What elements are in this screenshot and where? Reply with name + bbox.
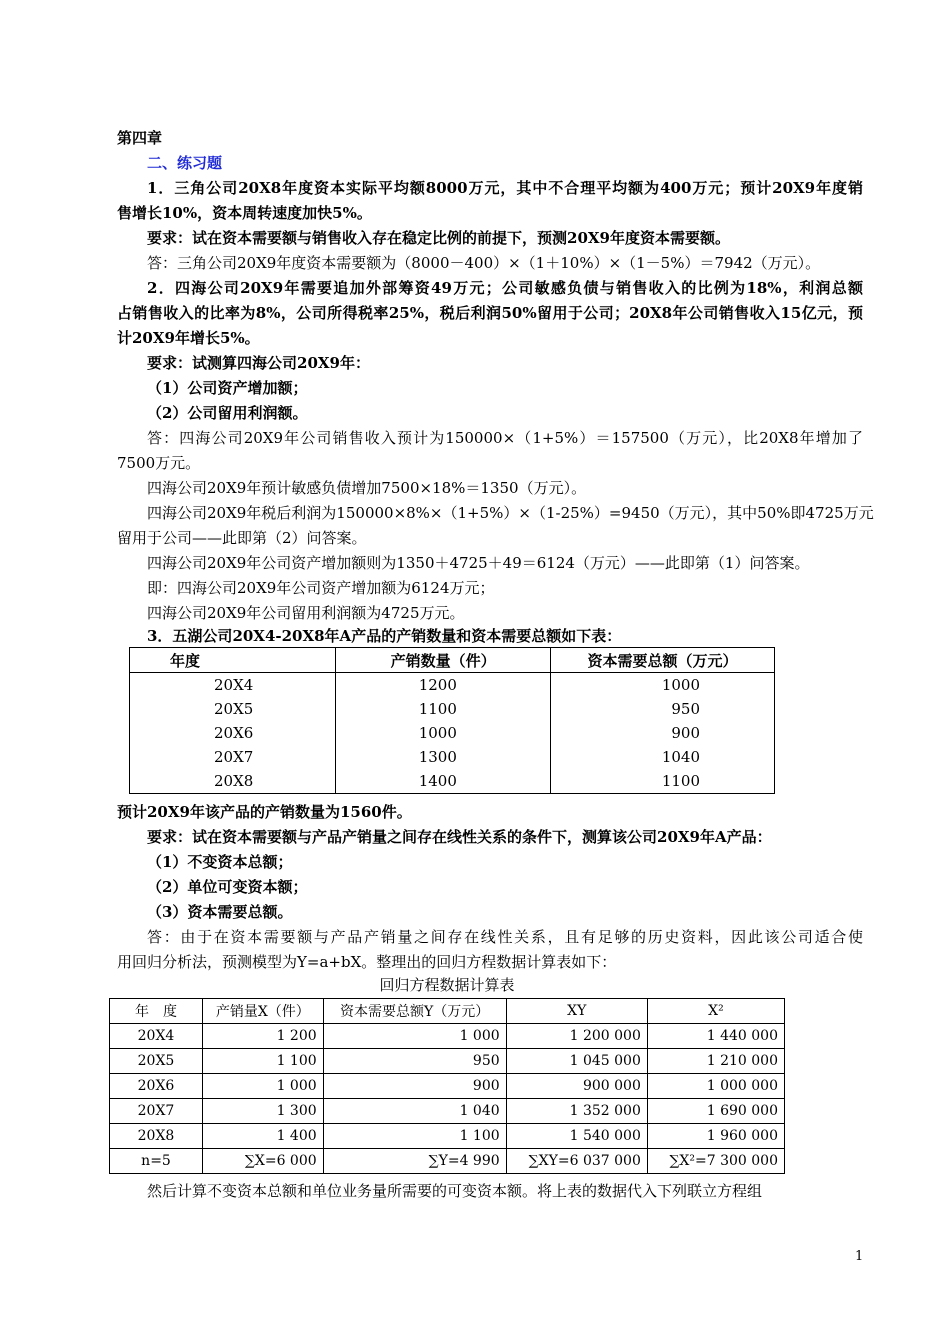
q3-req-2: （2）单位可变资本额； <box>147 878 308 896</box>
cell-xy: 1 045 000 <box>506 1049 647 1074</box>
cell-quantity: 1000 <box>336 721 550 745</box>
cell-capital: 1000 <box>550 673 774 698</box>
cell-x: 1 400 <box>203 1124 324 1149</box>
q2-answer-1a: 答：四海公司20X9年公司销售收入预计为150000×（1+5%）＝157500（万元），比20X8年增加了 <box>147 429 863 447</box>
q2-answer-5: 即：四海公司20X9年公司资产增加额为6124万元； <box>147 579 495 597</box>
table-row <box>130 697 775 721</box>
section-title: 二、练习题 <box>147 154 223 172</box>
cell-sum-y: ∑Y=4 990 <box>323 1149 506 1174</box>
chapter-title: 第四章 <box>117 129 163 147</box>
header-x-squared: X² <box>647 999 784 1024</box>
cell-capital: 900 <box>550 721 774 745</box>
q1-requirement: 要求：试在资本需要额与销售收入存在稳定比例的前提下，预测20X9年度资本需要额。 <box>147 229 730 247</box>
table-row <box>110 1099 785 1124</box>
q2-text-line2: 占销售收入的比率为8%，公司所得税率25%，税后利润50%留用于公司；20X8年公司销售收入15亿元，预 <box>117 304 863 322</box>
cell-year: 20X7 <box>130 745 336 769</box>
cell-quantity: 1300 <box>336 745 550 769</box>
table-row <box>110 1124 785 1149</box>
q2-req-2: （2）公司留用利润额。 <box>147 404 308 422</box>
cell-x-squared: 1 440 000 <box>647 1024 784 1049</box>
regression-table <box>109 998 785 1174</box>
cell-x: 1 100 <box>203 1049 324 1074</box>
cell-x-squared: 1 960 000 <box>647 1124 784 1149</box>
header-quantity: 产销数量（件） <box>336 648 550 673</box>
table-row <box>130 673 775 698</box>
q2-answer-6: 四海公司20X9年公司留用利润额为4725万元。 <box>147 604 465 622</box>
q3-answer-1: 答：由于在资本需要额与产品产销量之间存在线性关系，且有足够的历史资料，因此该公司适合使 <box>147 928 863 946</box>
table-row <box>130 721 775 745</box>
q2-answer-3b: 留用于公司——此即第（2）问答案。 <box>117 529 367 547</box>
q2-answer-4: 四海公司20X9年公司资产增加额则为1350＋4725＋49＝6124（万元）——此即第（1）问答案。 <box>147 554 810 572</box>
q2-requirement: 要求：试测算四海公司20X9年： <box>147 354 370 372</box>
header-capital: 资本需要总额（万元） <box>550 648 774 673</box>
table-row <box>110 1049 785 1074</box>
cell-year: 20X4 <box>130 673 336 698</box>
q2-text-line1: 2．四海公司20X9年需要追加外部筹资49万元；公司敏感负债与销售收入的比例为18%，利润总额 <box>147 279 863 297</box>
q3-after-text: 然后计算不变资本总额和单位业务量所需要的可变资本额。将上表的数据代入下列联立方程组 <box>147 1182 763 1200</box>
table-row <box>110 1074 785 1099</box>
cell-year: 20X7 <box>110 1099 203 1124</box>
cell-x: 1 000 <box>203 1074 324 1099</box>
cell-n: n=5 <box>110 1149 203 1174</box>
cell-sum-x: ∑X=6 000 <box>203 1149 324 1174</box>
cell-year: 20X6 <box>110 1074 203 1099</box>
table-sum-row <box>110 1149 785 1174</box>
table-row <box>130 769 775 794</box>
q2-answer-1b: 7500万元。 <box>117 454 201 472</box>
cell-y: 950 <box>323 1049 506 1074</box>
header-xy: XY <box>506 999 647 1024</box>
cell-year: 20X8 <box>110 1124 203 1149</box>
header-x: 产销量X（件） <box>203 999 324 1024</box>
cell-capital: 1040 <box>550 745 774 769</box>
cell-capital: 950 <box>550 697 774 721</box>
q3-req-3: （3）资本需要总额。 <box>147 903 293 921</box>
cell-sum-x-squared: ∑X²=7 300 000 <box>647 1149 784 1174</box>
production-capital-table <box>129 647 775 794</box>
cell-x: 1 300 <box>203 1099 324 1124</box>
cell-quantity: 1100 <box>336 697 550 721</box>
q2-req-1: （1）公司资产增加额； <box>147 379 308 397</box>
q3-forecast: 预计20X9年该产品的产销数量为1560件。 <box>117 803 412 821</box>
q2-answer-3a: 四海公司20X9年税后利润为150000×8%×（1+5%）×（1-25%）=9450（万元），其中50%即4725万元 <box>147 504 874 522</box>
cell-year: 20X8 <box>130 769 336 794</box>
cell-quantity: 1200 <box>336 673 550 698</box>
cell-sum-xy: ∑XY=6 037 000 <box>506 1149 647 1174</box>
page-number: 1 <box>855 1249 864 1264</box>
cell-x-squared: 1 210 000 <box>647 1049 784 1074</box>
table-row <box>130 745 775 769</box>
cell-capital: 1100 <box>550 769 774 794</box>
cell-year: 20X4 <box>110 1024 203 1049</box>
q1-text-line2: 售增长10%，资本周转速度加快5%。 <box>117 204 372 222</box>
cell-y: 1 100 <box>323 1124 506 1149</box>
cell-year: 20X5 <box>110 1049 203 1074</box>
q2-text-line3: 计20X9年增长5%。 <box>117 329 260 347</box>
header-year: 年 度 <box>110 999 203 1024</box>
table-row <box>110 1024 785 1049</box>
cell-quantity: 1400 <box>336 769 550 794</box>
q1-answer: 答：三角公司20X9年度资本需要额为（8000－400）×（1＋10%）×（1－5%）＝7942（万元）。 <box>147 254 821 272</box>
q2-answer-2: 四海公司20X9年预计敏感负债增加7500×18%＝1350（万元）。 <box>147 479 587 497</box>
cell-y: 900 <box>323 1074 506 1099</box>
cell-xy: 1 540 000 <box>506 1124 647 1149</box>
q1-text-line1: 1．三角公司20X8年度资本实际平均额8000万元，其中不合理平均额为400万元；预计20X9年度销 <box>147 179 863 197</box>
q3-req-1: （1）不变资本总额； <box>147 853 293 871</box>
cell-y: 1 040 <box>323 1099 506 1124</box>
q3-requirement: 要求：试在资本需要额与产品产销量之间存在线性关系的条件下，测算该公司20X9年A产品： <box>147 828 772 846</box>
table-header-row <box>130 648 775 673</box>
cell-x-squared: 1 690 000 <box>647 1099 784 1124</box>
cell-x-squared: 1 000 000 <box>647 1074 784 1099</box>
q3-answer-2: 用回归分析法，预测模型为Y=a+bX。整理出的回归方程数据计算表如下： <box>117 953 617 971</box>
cell-y: 1 000 <box>323 1024 506 1049</box>
q3-intro: 3．五湖公司20X4-20X8年A产品的产销数量和资本需要总额如下表： <box>147 627 622 645</box>
table-header-row <box>110 999 785 1024</box>
cell-x: 1 200 <box>203 1024 324 1049</box>
cell-xy: 1 352 000 <box>506 1099 647 1124</box>
header-year: 年度 <box>130 648 336 673</box>
cell-xy: 1 200 000 <box>506 1024 647 1049</box>
regression-table-caption: 回归方程数据计算表 <box>379 976 515 994</box>
header-y: 资本需要总额Y（万元） <box>323 999 506 1024</box>
cell-year: 20X5 <box>130 697 336 721</box>
cell-year: 20X6 <box>130 721 336 745</box>
cell-xy: 900 000 <box>506 1074 647 1099</box>
